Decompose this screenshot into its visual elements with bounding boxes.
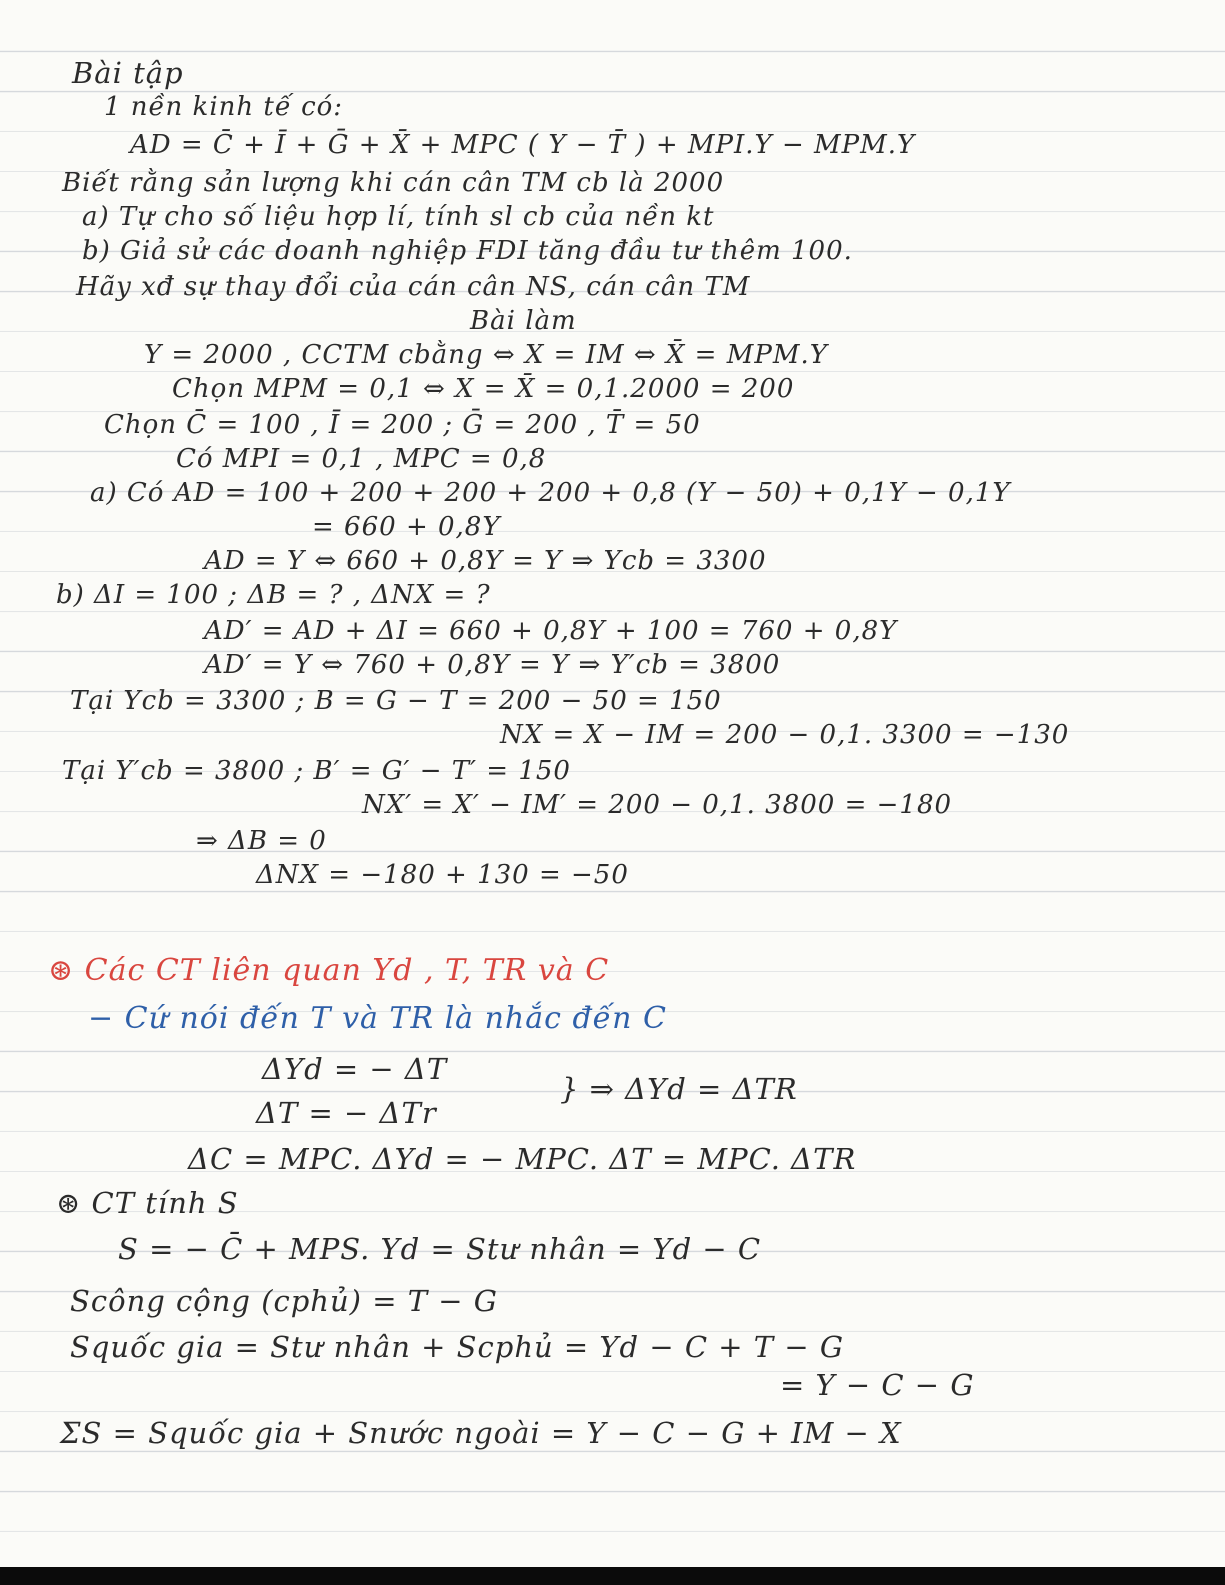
problem-line: b) Giả sử các doanh nghiệp FDI tăng đầu tư thêm 100.: [82, 236, 853, 266]
solution-line: AD = Y ⇔ 660 + 0,8Y = Y ⇒ Ycb = 3300: [204, 546, 767, 576]
solution-line: Có MPI = 0,1 , MPC = 0,8: [176, 444, 547, 474]
formula-line: } ⇒ ΔYd = ΔTR: [560, 1072, 798, 1106]
formula-line: S = − C̄ + MPS. Yd = Stư nhân = Yd − C: [118, 1232, 762, 1266]
section-note-blue: − Cứ nói đến T và TR là nhắc đến C: [88, 1001, 667, 1036]
formula-line: ΔT = − ΔTr: [256, 1096, 437, 1130]
formula-line: Scông cộng (cphủ) = T − G: [70, 1284, 498, 1318]
solution-title: Bài làm: [470, 306, 577, 336]
scan-border: [0, 1567, 1225, 1585]
solution-line: Y = 2000 , CCTM cbằng ⇔ X = IM ⇔ X̄ = MPM.Y: [144, 340, 828, 370]
formula-line: ΔYd = − ΔT: [262, 1052, 448, 1086]
problem-line: AD = C̄ + Ī + Ḡ + X̄ + MPC ( Y − T̄ ) + MPI.Y − MPM.Y: [130, 130, 916, 160]
solution-line: a) Có AD = 100 + 200 + 200 + 200 + 0,8 (Y − 50) + 0,1Y − 0,1Y: [90, 478, 1011, 508]
solution-line: ⇒ ΔB = 0: [196, 826, 327, 856]
solution-line: NX = X − IM = 200 − 0,1. 3300 = −130: [500, 720, 1070, 750]
solution-line: Chọn MPM = 0,1 ⇔ X = X̄ = 0,1.2000 = 200: [172, 374, 795, 404]
formula-line: ΔC = MPC. ΔYd = − MPC. ΔT = MPC. ΔTR: [188, 1142, 857, 1176]
solution-line: NX′ = X′ − IM′ = 200 − 0,1. 3800 = −180: [362, 790, 953, 820]
solution-line: Tại Y′cb = 3800 ; B′ = G′ − T′ = 150: [62, 756, 571, 786]
formula-line: = Y − C − G: [780, 1368, 975, 1402]
solution-line: Tại Ycb = 3300 ; B = G − T = 200 − 50 = 150: [70, 686, 722, 716]
solution-line: = 660 + 0,8Y: [312, 512, 501, 542]
problem-line: a) Tự cho số liệu hợp lí, tính sl cb của nền kt: [82, 202, 715, 232]
section-heading: ⊛ CT tính S: [56, 1186, 239, 1220]
solution-line: AD′ = AD + ΔI = 660 + 0,8Y + 100 = 760 + 0,8Y: [204, 616, 898, 646]
section-heading-red: ⊛ Các CT liên quan Yd , T, TR và C: [48, 953, 610, 988]
formula-line: ΣS = Squốc gia + Snước ngoài = Y − C − G + IM − X: [60, 1416, 902, 1450]
problem-line: Biết rằng sản lượng khi cán cân TM cb là 2000: [62, 168, 725, 198]
problem-line: 1 nền kinh tế có:: [104, 92, 344, 122]
solution-line: ΔNX = −180 + 130 = −50: [256, 860, 629, 890]
solution-line: Chọn C̄ = 100 , Ī = 200 ; Ḡ = 200 , T̄ = 50: [104, 410, 701, 440]
exercise-title: Bài tập: [72, 56, 184, 90]
formula-line: Squốc gia = Stư nhân + Scphủ = Yd − C + T − G: [70, 1330, 845, 1364]
problem-line: Hãy xđ sự thay đổi của cán cân NS, cán cân TM: [76, 272, 751, 302]
solution-line: AD′ = Y ⇔ 760 + 0,8Y = Y ⇒ Y′cb = 3800: [204, 650, 781, 680]
solution-line: b) ΔI = 100 ; ΔB = ? , ΔNX = ?: [56, 580, 491, 610]
